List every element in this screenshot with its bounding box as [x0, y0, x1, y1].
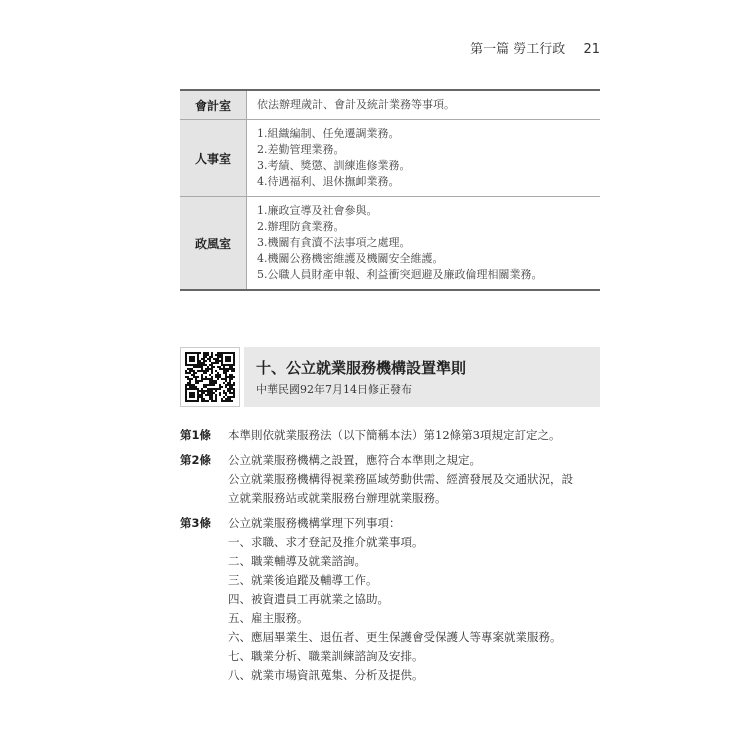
article-line: 立就業服務站或就業服務台辦理就業服務。: [228, 491, 447, 505]
table-row: [180, 120, 600, 197]
article-line: 三、就業後追蹤及輔導工作。: [228, 573, 378, 587]
table-row: [180, 197, 600, 291]
article-body: [228, 426, 608, 445]
duty-line: 5.公職人員財產申報、利益衝突迴避及廉政倫理相關業務。: [257, 268, 543, 281]
unit-duties: [247, 90, 601, 120]
duty-line: 依法辦理歲計、會計及統計業務等事項。: [257, 98, 455, 111]
unit-name: 會計室: [180, 90, 247, 120]
article-line: 四、被資遣員工再就業之協助。: [228, 592, 389, 606]
article-line: 八、就業市場資訊蒐集、分析及提供。: [228, 668, 424, 682]
law-title-block: [180, 347, 600, 407]
unit-name: 人事室: [180, 120, 247, 197]
duty-line: 3.機關有貪瀆不法事項之處理。: [257, 236, 411, 249]
page-number: 21: [583, 42, 600, 57]
article-line: 公立就業服務機構掌理下列事項：: [228, 516, 401, 530]
unit-duties: [247, 120, 601, 197]
duty-line: 4.待遇福利、退休撫卹業務。: [257, 175, 400, 188]
duty-line: 2.辦理防貪業務。: [257, 220, 345, 233]
article-line: 六、應屆畢業生、退伍者、更生保護會受保護人等專案就業服務。: [228, 630, 562, 644]
article-label: 第1條: [180, 428, 212, 442]
unit-name: 政風室: [180, 197, 247, 291]
duty-line: 1.組織編制、任免遷調業務。: [257, 127, 400, 140]
article-line: 五、雇主服務。: [228, 611, 309, 625]
article-body: [228, 451, 608, 508]
duty-line: 4.機關公務機密維護及機關安全維護。: [257, 252, 444, 265]
article-line: 一、求職、求才登記及推介就業事項。: [228, 535, 424, 549]
section-title: 第一篇 勞工行政: [470, 42, 566, 57]
article-line: 二、職業輔導及就業諮詢。: [228, 554, 366, 568]
article-line: 本準則依就業服務法（以下簡稱本法）第12條第3項規定訂定之。: [228, 428, 561, 442]
qr-code-icon: [180, 347, 240, 407]
unit-duties: [247, 197, 601, 291]
duties-table: [180, 89, 600, 291]
duty-line: 1.廉政宣導及社會參與。: [257, 204, 378, 217]
article-body: [228, 514, 608, 685]
title-bar: [244, 347, 600, 407]
duty-line: 3.考績、獎懲、訓練進修業務。: [257, 159, 411, 172]
duty-line: 2.差勤管理業務。: [257, 143, 345, 156]
article-line: 公立就業服務機構之設置，應符合本準則之規定。: [228, 453, 481, 467]
law-subtitle: 中華民國92年7月14日修正發布: [256, 383, 412, 396]
law-title: 十、公立就業服務機構設置準則: [256, 359, 467, 377]
article-label: 第3條: [180, 516, 212, 530]
article-label: 第2條: [180, 453, 212, 467]
running-header: [470, 38, 600, 57]
table-row: [180, 90, 600, 120]
article-line: 七、職業分析、職業訓練諮詢及安排。: [228, 649, 424, 663]
article-line: 公立就業服務機構得視業務區域勞動供需、經濟發展及交通狀況，設: [228, 472, 573, 486]
